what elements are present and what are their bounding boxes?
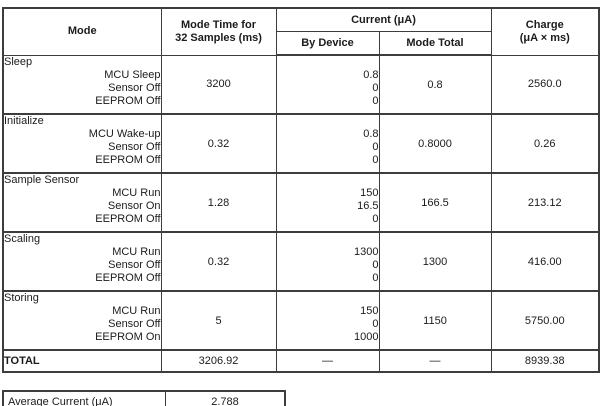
table-header <box>3 8 599 55</box>
mode-total-cell: 0.8 <box>379 55 491 114</box>
by-device-value: 0 <box>372 141 379 153</box>
by-device-value: 1000 <box>354 331 379 343</box>
total-charge-cell: 8939.38 <box>491 350 599 372</box>
mode-total-cell: 1300 <box>379 232 491 291</box>
charge-cell: 213.12 <box>491 173 599 232</box>
by-device-value: 16.5 <box>357 200 379 212</box>
mode-time-cell: 1.28 <box>161 173 276 232</box>
average-current-value: 2.788 <box>166 391 286 406</box>
mode-name: Storing <box>4 292 39 304</box>
device-label: MCU Run <box>112 305 161 317</box>
mode-total-cell: 1150 <box>379 291 491 350</box>
row-sleep <box>3 55 599 114</box>
by-device-value: 0 <box>372 259 379 271</box>
mode-time-cell: 5 <box>161 291 276 350</box>
by-device-spacer <box>277 292 379 305</box>
device-label: MCU Run <box>112 187 161 199</box>
average-current-table <box>2 390 286 406</box>
power-budget-table <box>2 7 600 373</box>
charge-cell: 0.26 <box>491 114 599 173</box>
device-label: MCU Sleep <box>104 68 161 81</box>
row-sample-sensor <box>3 173 599 232</box>
average-current-label: Average Current (μA) <box>3 391 166 406</box>
mode-time-cell: 0.32 <box>161 232 276 291</box>
row-scaling <box>3 232 599 291</box>
by-device-value: 0.8 <box>363 128 379 140</box>
device-label: Sensor Off <box>108 318 161 330</box>
col-header-mode-time-line2: 32 Samples (ms) <box>175 31 262 44</box>
col-header-charge <box>491 8 599 55</box>
by-device-spacer <box>277 233 379 246</box>
device-label: MCU Run <box>112 246 161 258</box>
mode-cell <box>3 55 161 114</box>
device-label: Sensor Off <box>108 259 161 271</box>
mode-name: Sleep <box>4 55 33 68</box>
total-time-cell: 3206.92 <box>161 350 276 372</box>
col-header-mode-total: Mode Total <box>379 32 491 56</box>
mode-time-cell: 0.32 <box>161 114 276 173</box>
mode-name: Sample Sensor <box>4 174 80 186</box>
col-header-mode: Mode <box>3 8 161 55</box>
device-label: Sensor On <box>107 200 161 212</box>
row-storing <box>3 291 599 350</box>
by-device-cell <box>276 232 379 291</box>
mode-total-cell: 166.5 <box>379 173 491 232</box>
col-header-mode-time <box>161 8 276 55</box>
col-header-mode-time-line1: Mode Time for <box>181 18 256 31</box>
col-header-by-device: By Device <box>276 32 379 56</box>
col-header-charge-line2: (μA × ms) <box>519 31 570 44</box>
device-label: EEPROM Off <box>95 94 161 107</box>
by-device-spacer <box>277 115 379 128</box>
by-device-value: 0 <box>372 82 379 94</box>
by-device-spacer <box>277 174 379 187</box>
by-device-value: 0 <box>372 213 379 225</box>
mode-total-cell: 0.8000 <box>379 114 491 173</box>
by-device-value: 0 <box>372 95 379 107</box>
total-by-device-cell: — <box>276 350 379 372</box>
device-label: MCU Wake-up <box>88 128 161 140</box>
device-label: Sensor Off <box>108 141 161 153</box>
mode-cell <box>3 114 161 173</box>
by-device-value: 1300 <box>354 246 379 258</box>
by-device-value: 0 <box>372 272 379 284</box>
mode-time-cell: 3200 <box>161 55 276 114</box>
mode-cell <box>3 291 161 350</box>
device-label: EEPROM Off <box>95 213 161 225</box>
by-device-value: 150 <box>360 187 379 199</box>
by-device-cell <box>276 55 379 114</box>
device-label: Sensor Off <box>108 81 161 94</box>
by-device-cell <box>276 291 379 350</box>
col-header-current-group: Current (μA) <box>276 8 491 32</box>
charge-cell: 2560.0 <box>491 55 599 114</box>
col-header-charge-line1: Charge <box>525 18 564 31</box>
average-current-row <box>3 391 285 406</box>
device-label: EEPROM Off <box>95 272 161 284</box>
total-mode-total-cell: — <box>379 350 491 372</box>
by-device-cell <box>276 173 379 232</box>
charge-cell: 416.00 <box>491 232 599 291</box>
mode-name: Initialize <box>4 115 44 127</box>
by-device-value: 150 <box>360 305 379 317</box>
mode-name: Scaling <box>4 233 41 245</box>
by-device-value: 0.8 <box>363 69 379 81</box>
mode-cell <box>3 173 161 232</box>
total-label: TOTAL <box>3 350 161 372</box>
mode-cell <box>3 232 161 291</box>
device-label: EEPROM Off <box>95 154 161 166</box>
by-device-cell <box>276 114 379 173</box>
row-total <box>3 350 599 372</box>
charge-cell: 5750.00 <box>491 291 599 350</box>
row-initialize <box>3 114 599 173</box>
by-device-value: 0 <box>372 318 379 330</box>
by-device-spacer <box>277 56 379 69</box>
by-device-value: 0 <box>372 154 379 166</box>
device-label: EEPROM On <box>95 331 161 343</box>
